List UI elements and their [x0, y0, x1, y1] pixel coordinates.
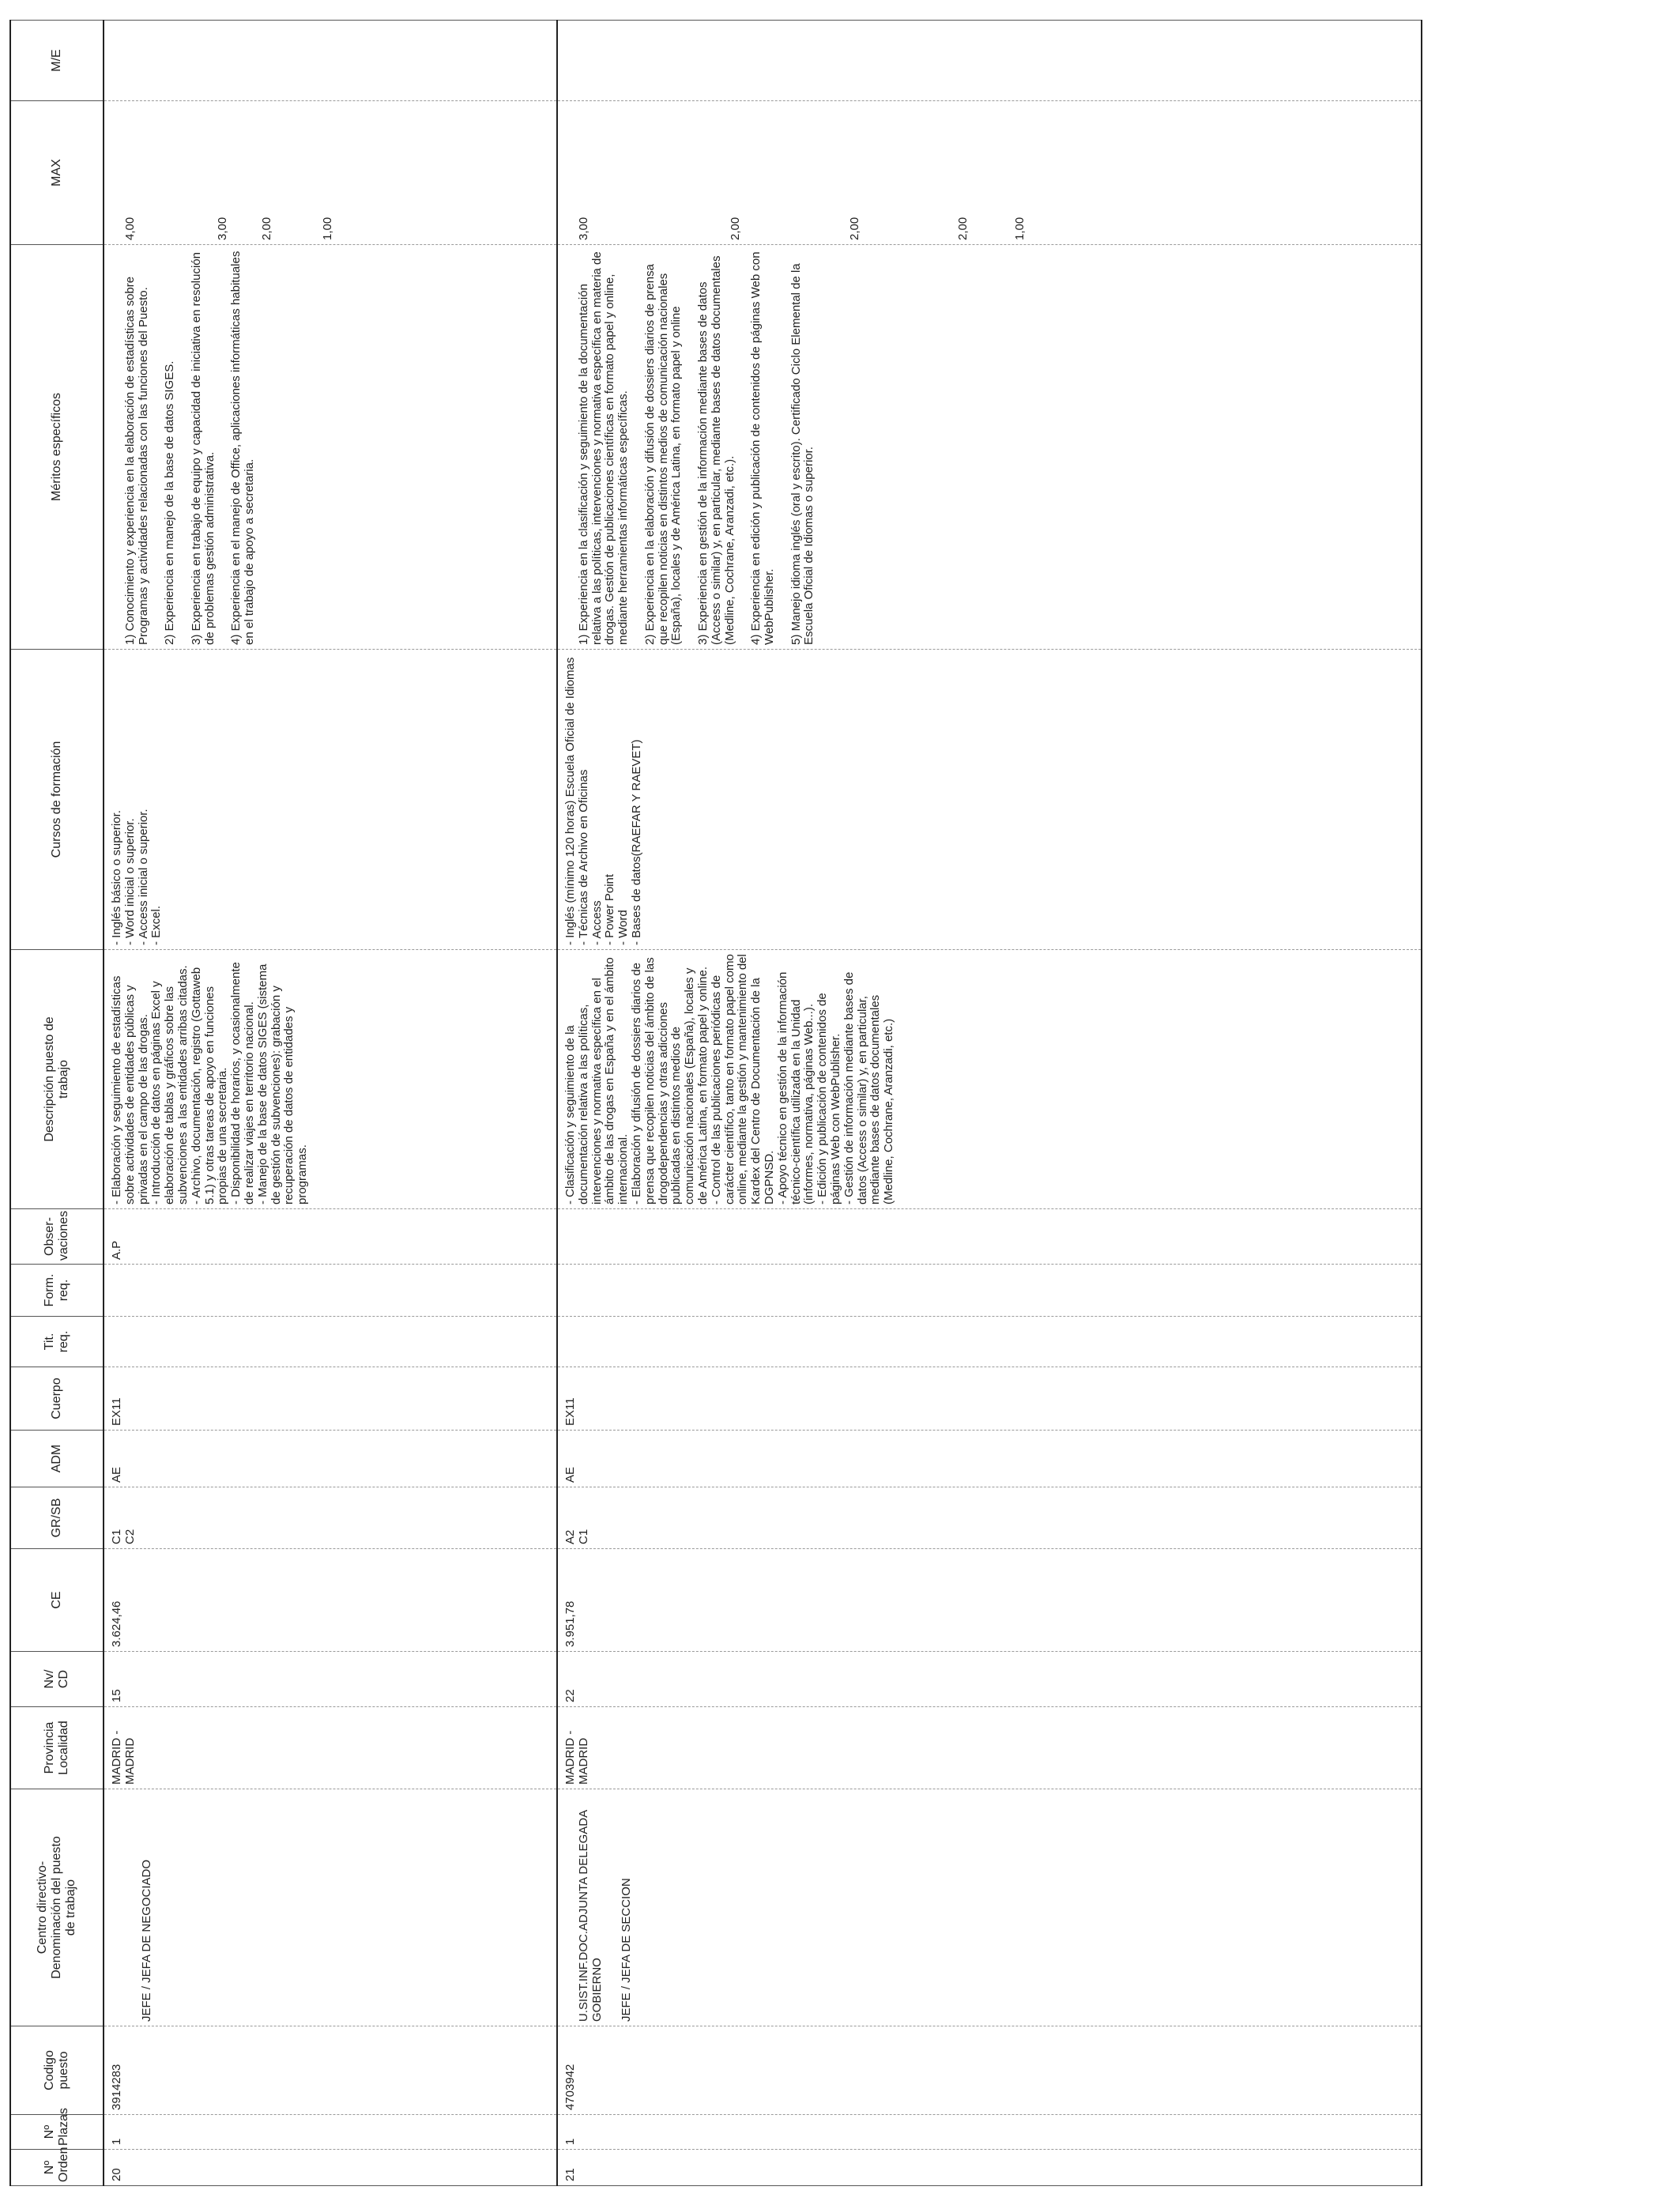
merito-item: 5) Manejo idioma inglés (oral y escrito). Certificado Ciclo Elemental de la Escuela Oficial de Idiomas o superior.: [789, 263, 816, 645]
cell-subunidad: U.SIST.INF.DOC.ADJUNTA DELEGADA GOBIERNO: [576, 1810, 604, 2022]
header-cursos: Cursos de formación: [10, 650, 104, 950]
cell-nivel: 22: [557, 1652, 1422, 1707]
header-me: M/E: [10, 21, 104, 101]
header-descripcion: Descripción puesto de trabajo: [10, 950, 104, 1209]
header-grupo: GR/SB: [10, 1487, 104, 1549]
cell-tit: [557, 1317, 1422, 1367]
cell-tit: [104, 1317, 557, 1367]
cell-provincia: MADRID - MADRID: [557, 1707, 1422, 1789]
header-centro: Centro directivo- Denominación del puesto de trabajo: [10, 1789, 104, 2026]
header-provincia: Provincia Localidad: [10, 1707, 104, 1789]
max-value: 1,00: [1012, 217, 1026, 240]
header-tit: Tit. req.: [10, 1317, 104, 1367]
max-value: 2,00: [260, 217, 274, 240]
cell-max: [104, 101, 557, 245]
cell-cuerpo: EX11: [557, 1367, 1422, 1431]
header-form: Form. req.: [10, 1265, 104, 1317]
max-value: 2,00: [848, 217, 862, 240]
cell-me: [557, 21, 1422, 101]
max-value: 4,00: [122, 217, 137, 240]
cell-meritos: [104, 245, 557, 650]
max-value: 3,00: [215, 217, 229, 240]
cell-form: [557, 1265, 1422, 1317]
max-value: 2,00: [956, 217, 970, 240]
table-row: [104, 21, 557, 2186]
header-adm: ADM: [10, 1431, 104, 1487]
cell-orden: 20: [104, 2150, 557, 2186]
merito-item: 1) Experiencia en la clasificación y seguimiento de la documentación relativa a las políticas, intervenciones y normativa específica en materia de drogas. Gestión de publicaciones científicas en formato papel y online, mediante herramientas informáticas específicas.: [576, 251, 631, 645]
header-plazas: Nº Plazas: [10, 2115, 104, 2150]
header-max: MAX: [10, 101, 104, 245]
max-value: 3,00: [576, 217, 590, 240]
header-meritos: Méritos específicos: [10, 245, 104, 650]
cell-centro: [557, 1789, 1422, 2026]
header-ce: CE: [10, 1549, 104, 1652]
header-nivel: Nv/ CD: [10, 1652, 104, 1707]
merito-item: 1) Conocimiento y experiencia en la elaboración de estadísticas sobre Programas y actividades relacionadas con las funciones del Puesto.: [122, 276, 150, 645]
cell-adm: AE: [104, 1431, 557, 1487]
merito-item: 3) Experiencia en gestión de la información mediante bases de datos (Access o similar) y, en particular, mediante bases de datos documentales (Medline, Cochrane, Aranzadi, etc.).: [695, 255, 736, 645]
cell-adm: AE: [557, 1431, 1422, 1487]
cell-cuerpo: EX11: [104, 1367, 557, 1431]
table-row: [557, 21, 1422, 2186]
cell-cursos: - Inglés (mínimo 120 horas) Escuela Oficial de Idiomas - Técnicas de Archivo en Oficinas - Access - Power Point - Word - Bases de datos(RAEFAR Y RAEVET): [557, 650, 1422, 950]
cell-grupo: C1 C2: [104, 1487, 557, 1549]
cell-descripcion: - Elaboración y seguimiento de estadísticas sobre actividades de entidades públicas y privadas en el campo de las drogas. - Introducción de datos en páginas Excel y elaboración de tablas y gráficos sobre las subvenciones a las entidades arribas citadas. - Archivo, documentación, registro (Gottaweb 5.1) y otras tareas de apoyo en funciones propias de una secretaria. - Disponibilidad de horarios, y ocasionalmente de realizar viajes en territorio nacional. - Manejo de la base de datos SIGES (sistema de gestión de subvenciones): grabación y recuperación de datos de entidades y programas.: [104, 950, 557, 1209]
header-cuerpo: Cuerpo: [10, 1367, 104, 1431]
merito-item: 3) Experiencia en trabajo de equipo y capacidad de iniciativa en resolución de problemas gestión administrativa.: [189, 252, 217, 645]
header-row: [10, 21, 104, 2186]
header-codigo: Codigo puesto: [10, 2026, 104, 2115]
cell-denominacion: JEFE / JEFA DE NEGOCIADO: [139, 1859, 153, 2022]
cell-orden: 21: [557, 2150, 1422, 2186]
cell-provincia: MADRID - MADRID: [104, 1707, 557, 1789]
cell-plazas: 1: [104, 2115, 557, 2150]
header-obs: Obser- vaciones: [10, 1209, 104, 1265]
cell-codigo: 4703942: [557, 2026, 1422, 2115]
merito-item: 4) Experiencia en edición y publicación de contenidos de páginas Web con WebPublisher.: [749, 251, 776, 645]
cell-cursos: - Inglés básico o superior. - Word inicial o superior. - Access inicial o superior. - Excel.: [104, 650, 557, 950]
cell-obs: [557, 1209, 1422, 1265]
merito-item: 4) Experiencia en el manejo de Office, aplicaciones informáticas habituales en el trabajo de apoyo a secretaria.: [229, 251, 256, 645]
merito-item: 2) Experiencia en manejo de la base de datos SIGES.: [163, 360, 177, 645]
merito-item: 2) Experiencia en la elaboración y difusión de dossiers diarios de prensa que recopilen noticias en distintos medios de comunicación nacionales (España), locales y de América Latina, en formato papel y online: [642, 264, 684, 645]
cell-ce: 3.624,46: [104, 1549, 557, 1652]
cell-plazas: 1: [557, 2115, 1422, 2150]
cell-nivel: 15: [104, 1652, 557, 1707]
cell-descripcion: - Clasificación y seguimiento de la documentación relativa a las políticas, intervenciones y normativa específica en el ámbito de las drogas en España y en el ámbito internacional. - Elaboración y difusión de dossiers diarios de prensa que recopilen noticias del ámbito de las drogodependencias y otras adicciones publicadas en distintos medios de comunicación nacionales (España), locales y de América Latina, en formato papel y online. - Control de las publicaciones periódicas de carácter científico, tanto en formato papel como online, mediante la gestión y mantenimiento del Kardex del Centro de Documentación de la DGPNSD. - Apoyo técnico en gestión de la información técnico-científica utilizada en la Unidad (informes, normativa, páginas Web...). - Edición y publicación de contenidos de páginas Web con WebPublisher. - Gestión de información mediante bases de datos (Access o similar) y, en particular, mediante bases de datos documentales (Medline, Cochrane, Aranzadi, etc.): [557, 950, 1422, 1209]
cell-centro: [104, 1789, 557, 2026]
cell-grupo: A2 C1: [557, 1487, 1422, 1549]
cell-obs: A.P: [104, 1209, 557, 1265]
header-orden: Nº Orden: [10, 2150, 104, 2186]
max-value: 2,00: [728, 217, 742, 240]
cell-codigo: 3914283: [104, 2026, 557, 2115]
cell-me: [104, 21, 557, 101]
cell-meritos: [557, 245, 1422, 650]
cell-denominacion: JEFE / JEFA DE SECCION: [620, 1878, 634, 2022]
cell-ce: 3.951,78: [557, 1549, 1422, 1652]
cell-max: [557, 101, 1422, 245]
max-value: 1,00: [321, 217, 335, 240]
job-positions-table: [9, 20, 1422, 2186]
cell-form: [104, 1265, 557, 1317]
